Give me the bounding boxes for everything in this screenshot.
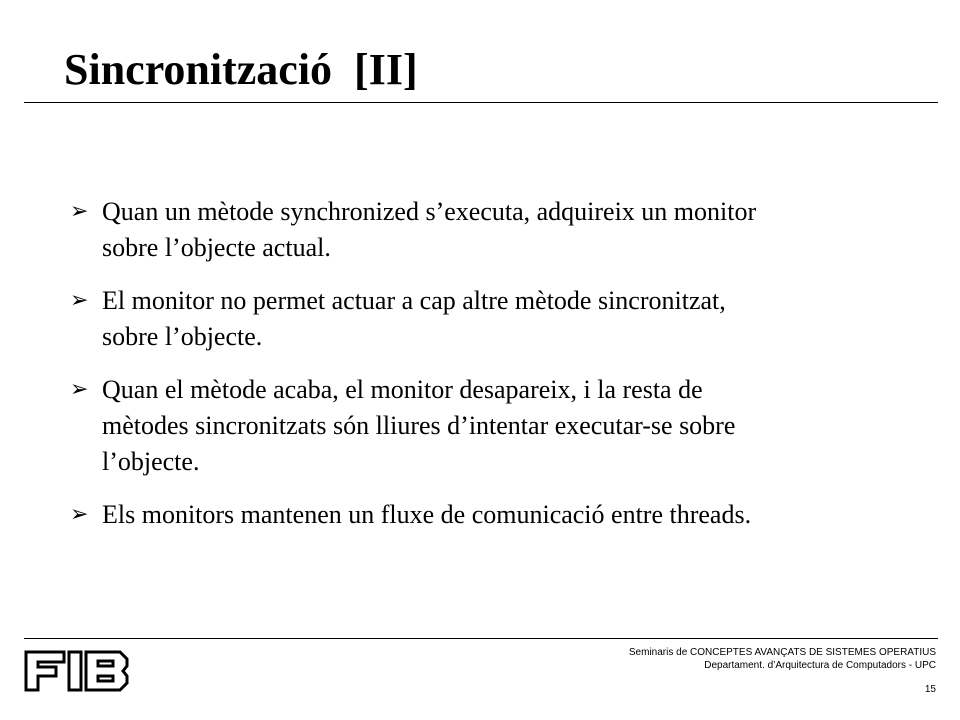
bullet-item bbox=[70, 283, 930, 355]
footer-divider bbox=[24, 638, 938, 639]
bullet-text-line: sobre l’objecte actual. bbox=[102, 233, 331, 262]
bullet-text-line: Quan el mètode acaba, el monitor desapareix, i la resta de bbox=[102, 375, 703, 404]
arrow-right-icon: ➢ bbox=[70, 199, 89, 224]
bullet-text-line: sobre l’objecte. bbox=[102, 322, 263, 351]
bullet-text-line: Quan un mètode synchronized s’executa, adquireix un monitor bbox=[102, 197, 757, 226]
slide-title: Sincronització [II] bbox=[64, 45, 418, 94]
footer-info bbox=[629, 646, 936, 672]
bullet-text-line: Els monitors mantenen un fluxe de comunicació entre threads. bbox=[102, 500, 752, 529]
footer-department: Departament. d’Arquitectura de Computadors - UPC bbox=[704, 660, 936, 671]
bullet-text-line: mètodes sincronitzats són lliures d’intentar executar-se sobre bbox=[102, 411, 736, 440]
bullet-item bbox=[70, 372, 930, 480]
arrow-right-icon: ➢ bbox=[70, 502, 89, 527]
bullet-item bbox=[70, 194, 930, 266]
bullet-list bbox=[70, 194, 930, 550]
title-divider bbox=[24, 102, 938, 103]
page-number: 15 bbox=[924, 684, 936, 695]
bullet-text-line: El monitor no permet actuar a cap altre mètode sincronitzat, bbox=[102, 286, 726, 315]
fib-logo bbox=[24, 650, 130, 692]
bullet-text-line: l’objecte. bbox=[102, 447, 200, 476]
footer-course: Seminaris de CONCEPTES AVANÇATS DE SISTEMES OPERATIUS bbox=[628, 647, 936, 658]
arrow-right-icon: ➢ bbox=[70, 288, 89, 313]
bullet-item bbox=[70, 497, 930, 533]
arrow-right-icon: ➢ bbox=[70, 377, 89, 402]
